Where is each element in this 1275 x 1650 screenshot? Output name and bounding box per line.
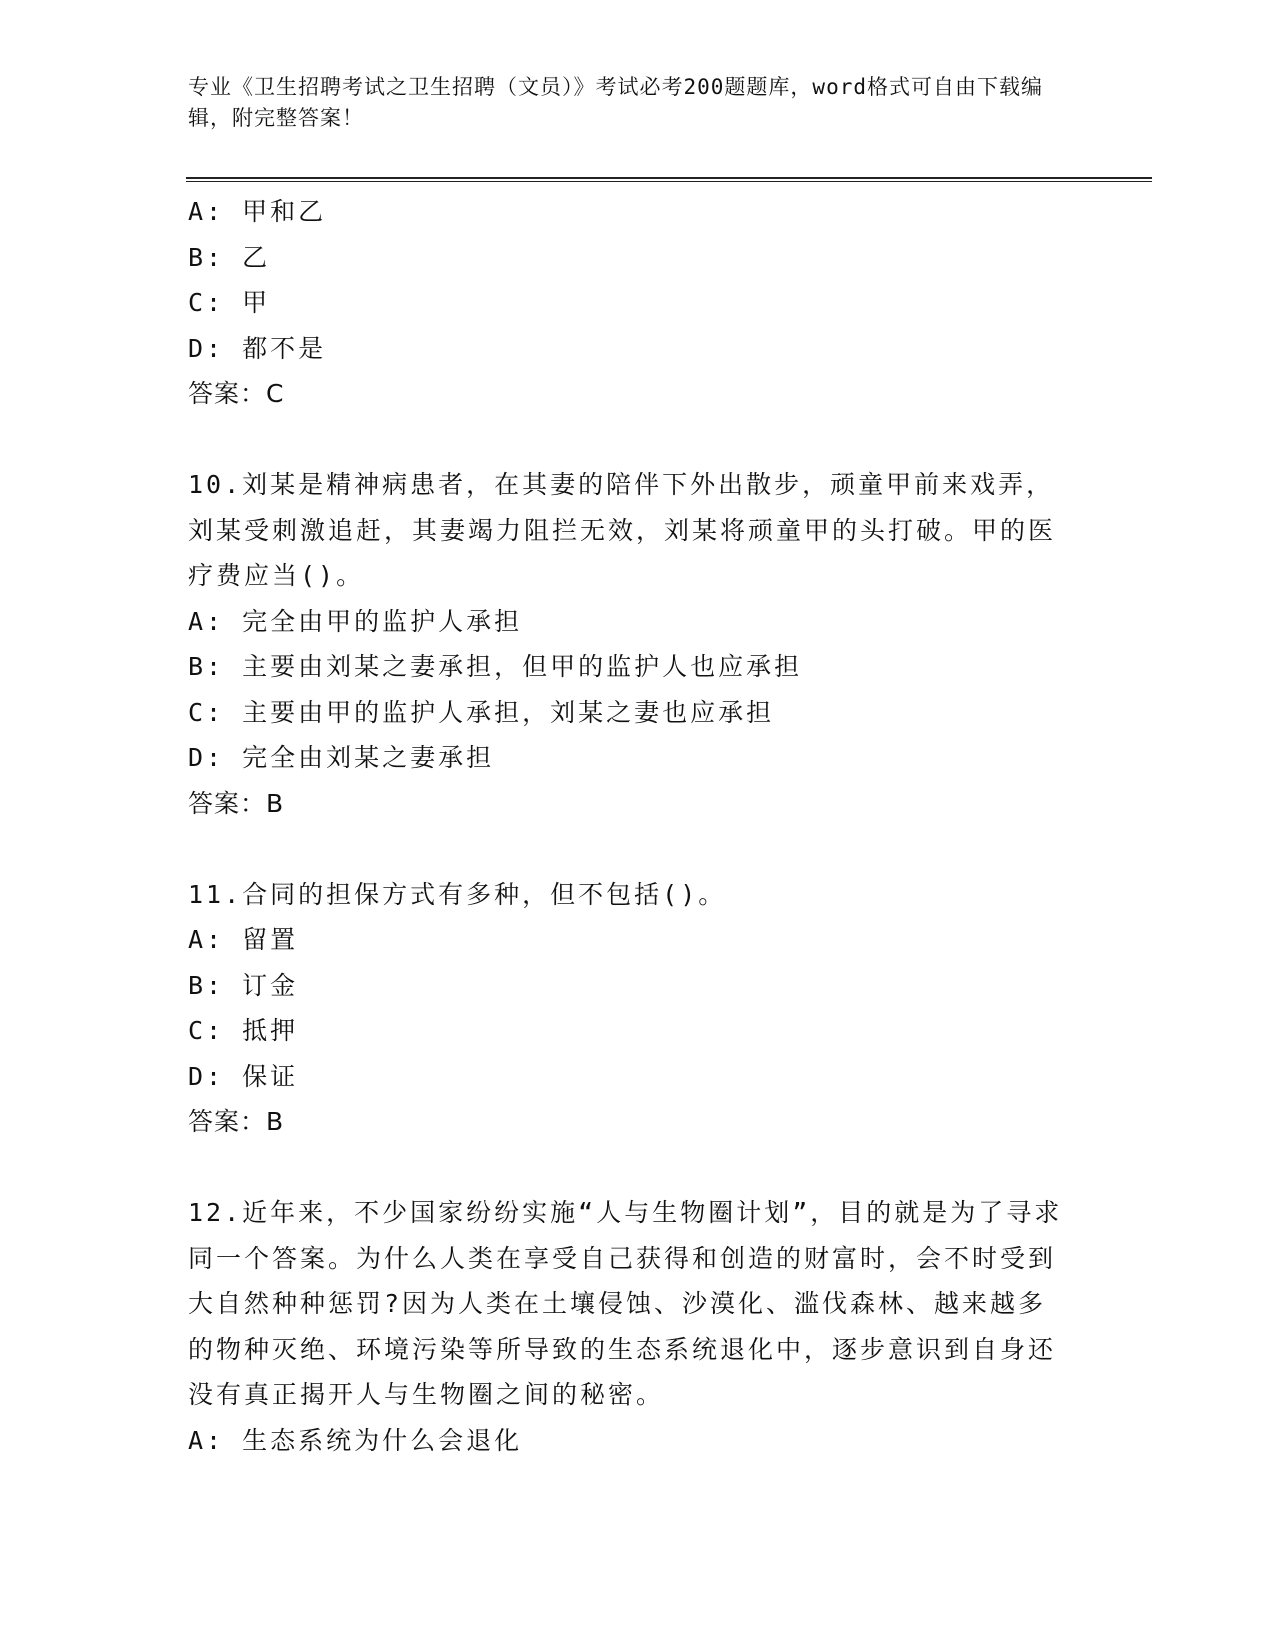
option-b: B: 订金 [188, 970, 299, 1000]
option-c: C: 主要由甲的监护人承担，刘某之妻也应承担 [188, 697, 775, 727]
answer-line: 答案：B [188, 1107, 285, 1136]
question-9-continued [188, 189, 1088, 417]
spacer [188, 417, 1088, 463]
question-11 [188, 872, 1088, 1145]
option-a: A: 生态系统为什么会退化 [188, 1425, 523, 1455]
question-list [188, 189, 1088, 1463]
option-a: A: 甲和乙 [188, 197, 327, 226]
header-divider-thick [186, 177, 1152, 179]
answer-line: 答案：B [188, 788, 285, 818]
option-c: C: 抵押 [188, 1016, 299, 1045]
option-d: D: 完全由刘某之妻承担 [188, 743, 495, 772]
page-header: 专业《卫生招聘考试之卫生招聘（文员）》考试必考200题题库，word格式可自由下载编辑，附完整答案！ [188, 75, 1043, 130]
question-stem: 12.近年来，不少国家纷纷实施“人与生物圈计划”，目的就是为了寻求同一个答案。为什么人类在享受自己获得和创造的财富时，会不时受到大自然种种惩罚?因为人类在土壤侵蚀、沙漠化、滥伐森林、越来越多的物种灭绝、环境污染等所导致的生态系统退化中，逐步意识到自身还没有真正揭开人与生物圈之间的秘密。 [188, 1198, 1063, 1409]
header-divider-thin [186, 181, 1152, 182]
question-stem: 10.刘某是精神病患者，在其妻的陪伴下外出散步，顽童甲前来戏弄，刘某受刺激追赶，其妻竭力阻拦无效，刘某将顽童甲的头打破。甲的医疗费应当()。 [188, 470, 1057, 590]
answer-line: 答案：C [188, 379, 285, 408]
question-stem: 11.合同的担保方式有多种，但不包括()。 [188, 879, 727, 909]
option-b: B: 主要由刘某之妻承担，但甲的监护人也应承担 [188, 652, 803, 681]
option-c: C: 甲 [188, 288, 271, 317]
spacer [188, 1145, 1088, 1191]
option-a: A: 完全由甲的监护人承担 [188, 606, 523, 636]
option-d: D: 保证 [188, 1061, 299, 1091]
question-10 [188, 462, 1088, 826]
question-12 [188, 1190, 1088, 1463]
option-d: D: 都不是 [188, 333, 327, 363]
spacer [188, 826, 1088, 872]
option-a: A: 留置 [188, 925, 299, 954]
option-b: B: 乙 [188, 242, 271, 272]
